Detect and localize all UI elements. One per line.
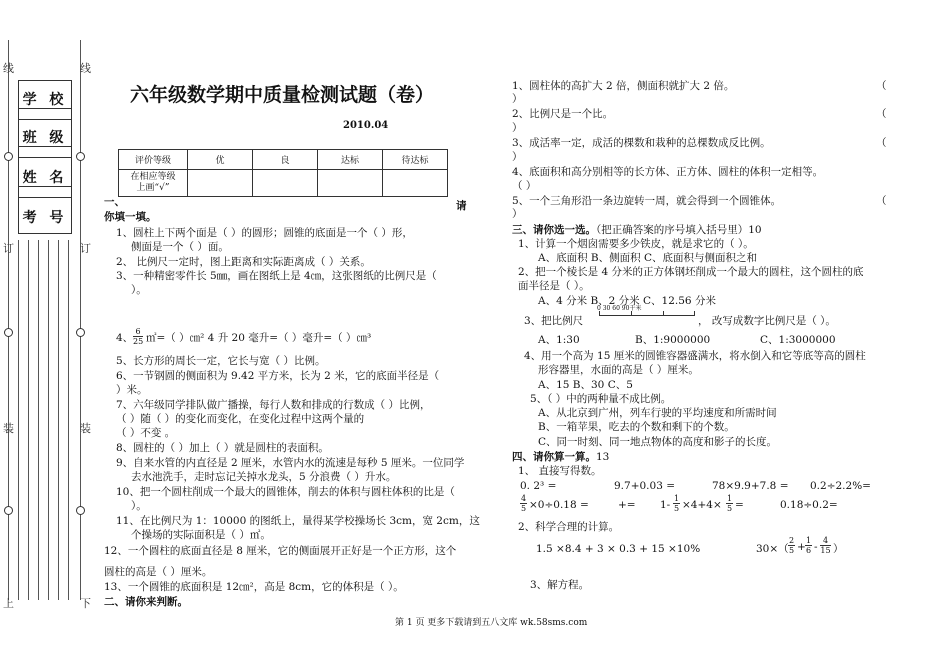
binding-hole-icon — [4, 152, 13, 161]
fraction-1-5 — [673, 494, 680, 513]
section3-heading — [512, 224, 762, 237]
fraction-6-25 — [133, 327, 143, 346]
section4-title: 四、请你算一算。 — [512, 451, 596, 463]
fraction-numerator: 4 — [520, 494, 527, 503]
choice-4-cont: 形容器里，水面的高是（ ）厘米。 — [538, 364, 699, 376]
judge-5-paren: （ — [876, 195, 887, 207]
bind-mark-staple-right: 订 — [80, 242, 91, 255]
choice-3-option-c: C、1:3000000 — [760, 334, 836, 346]
choice-1-options: A、底面积 B、侧面积 C、底面积与侧面积之和 — [538, 252, 758, 264]
choice-4-options: A、15 B、30 C、5 — [538, 379, 633, 391]
fraction-denominator: 5 — [788, 546, 795, 555]
question-7: 7、六年级同学排队做广播操，每行人数和排成的行数成（ ）比例， — [116, 399, 431, 411]
choice-3: 3、把比例尺 — [524, 315, 584, 327]
question-2: 2、 比例尺一定时，图上距离和实际距离成（ ）关系。 — [116, 256, 371, 268]
binding-hole-icon — [76, 328, 85, 337]
fraction-numerator: 4 — [822, 536, 829, 545]
judge-4: 4、底面积和高分别相等的长方体、正方体、圆柱的体积一定相等。 — [512, 166, 824, 178]
page-footer: 第 1 页 更多下载请到五八文库 wk.58sms.com — [395, 618, 588, 628]
eval-header: 达标 — [318, 150, 383, 170]
judge-1-end: ） — [512, 93, 523, 105]
scale-bar-label: 0 30 60 90千米 — [597, 305, 642, 312]
expr-7-prefix: 1- — [660, 499, 671, 511]
expr-4: 0.2÷2.2%= — [810, 480, 871, 492]
judge-4-end: （ ） — [512, 180, 537, 192]
question-11-cont: 个操场的实际面积是（ ）㎡。 — [131, 529, 271, 541]
choice-1: 1、计算一个烟囱需要多少铁皮，就是求它的（ ）。 — [518, 238, 754, 250]
fraction-denominator: 5 — [726, 504, 733, 513]
question-6: 6、一节钢圆的侧面积为 9.42 平方米，长为 2 米，它的底面半径是（ — [116, 370, 440, 382]
question-3-cont: ）。 — [131, 284, 147, 296]
class-label: 班 级 — [22, 130, 68, 146]
judge-5-end: ） — [512, 208, 523, 220]
judge-3-end: ） — [512, 151, 523, 163]
fraction-numerator: 2 — [788, 536, 795, 545]
choice-5-option-a: A、从北京到广州，列车行驶的平均速度和所需时间 — [538, 407, 777, 419]
choice-2: 2、把一个棱长是 4 分米的正方体钢坯削成一个最大的圆柱，这个圆柱的底 — [518, 266, 864, 278]
school-label: 学 校 — [22, 92, 68, 108]
judge-1-paren: （ — [876, 80, 887, 92]
eval-row-label-line2: 上画“√” — [136, 183, 170, 193]
bind-mark-staple: 订 — [3, 242, 14, 255]
judge-1: 1、圆柱体的高扩大 2 倍，侧面积就扩大 2 倍。 — [512, 80, 735, 92]
question-1-cont: 侧面是一个（ ）面。 — [131, 241, 229, 253]
fraction-denominator: 6 — [805, 546, 812, 555]
binding-hole-icon — [76, 152, 85, 161]
section4-score: 13 — [596, 451, 610, 463]
expr-3: 78×9.9+7.8 = — [712, 480, 789, 492]
fraction-denominator: 25 — [133, 337, 144, 346]
section1-heading-part3: 你填一填。 — [104, 211, 157, 223]
calc-3-heading: 3、解方程。 — [530, 579, 590, 591]
binding-hole-icon — [4, 328, 13, 337]
question-7-cont: （ ）随（ ）的变化而变化，在变化过程中这两个量的 — [116, 413, 365, 425]
scale-bar — [597, 305, 697, 321]
section2-heading: 二、请你来判断。 — [104, 596, 188, 608]
section3-note: （把正确答案的序号填入括号里）10 — [596, 224, 762, 236]
fraction-denominator: 5 — [520, 504, 527, 513]
fraction-1-6 — [805, 536, 812, 555]
fraction-numerator: 6 — [135, 327, 141, 336]
question-6-cont: ）米。 — [116, 384, 148, 396]
eval-header: 评价等级 — [119, 150, 188, 170]
bind-mark-bind-right: 装 — [80, 422, 91, 435]
calc-2-expr-1: 1.5 ×8.4 + 3 × 0.3 + 15 ×10% — [536, 543, 701, 555]
binding-hole-icon — [76, 506, 85, 515]
eval-cell-excellent[interactable] — [188, 170, 253, 197]
expr-6: += — [618, 499, 636, 511]
choice-5-option-c: C、同一时刻、同一地点物体的高度和影子的长度。 — [538, 436, 778, 448]
fraction-4-5 — [520, 494, 527, 513]
question-10-cont: ）。 — [131, 500, 147, 512]
choice-3-option-a: A、1:30 — [538, 334, 580, 346]
question-12-cont: 圆柱的高是（ ）厘米。 — [104, 566, 213, 578]
question-1: 1、圆柱上下两个面是（ ）的圆形；圆锥的底面是一个（ ）形， — [116, 227, 413, 239]
expr-7-end: = — [735, 499, 744, 511]
evaluation-table — [118, 149, 448, 197]
fraction-4-15 — [820, 536, 831, 555]
eval-header: 良 — [253, 150, 318, 170]
judge-5: 5、一个三角形沿一条边旋转一周，就会得到一个圆锥体。 — [512, 195, 782, 207]
eval-row-label — [119, 170, 188, 197]
calc-2-op-minus: - — [814, 541, 818, 553]
fraction-2-5 — [788, 536, 795, 555]
choice-5: 5、（ ）中的两种量不成比例。 — [530, 393, 672, 405]
judge-2-end: ） — [512, 122, 523, 134]
question-4: ㎡=（ ）㎝² 4 升 20 毫升=（ ）毫升=（ ）㎝³ — [146, 332, 372, 344]
calc-1-heading: 1、 直接写得数。 — [518, 465, 602, 477]
choice-3-option-b: B、1:9000000 — [635, 334, 711, 346]
question-7-cont2: （ ）不变 。 — [116, 427, 176, 439]
question-3: 3、一种精密零件长 5㎜，画在图纸上是 4㎝，这张图纸的比例尺是（ — [116, 270, 437, 282]
bind-mark-bottom-right: 下 — [80, 597, 91, 610]
question-12: 12、一个圆柱的底面直径是 8 厘米，它的侧面展开正好是一个正方形，这个 — [104, 545, 457, 557]
choice-2-options: A、4 分米 B、2 分米 C、12.56 分米 — [538, 295, 716, 307]
fraction-1-5 — [726, 494, 733, 513]
question-11: 11、在比例尺为 1：10000 的图纸上，量得某学校操场长 3cm，宽 2cm，这 — [116, 515, 480, 527]
calc-2-op-plus: + — [797, 541, 806, 553]
calc-2-heading: 2、科学合理的计算。 — [518, 521, 620, 533]
eval-header: 优 — [188, 150, 253, 170]
bind-mark-bind: 装 — [3, 422, 14, 435]
eval-cell-pass[interactable] — [318, 170, 383, 197]
choice-4: 4、用一个高为 15 厘米的圆锥容器盛满水，将水倒入和它等底等高的圆柱 — [524, 350, 866, 362]
eval-row-label-line1: 在相应等级 — [130, 172, 176, 182]
question-13: 13、一个圆锥的底面积是 12㎝²，高是 8cm，它的体积是（ ）。 — [104, 581, 404, 593]
judge-3-paren: （ — [876, 137, 887, 149]
choice-2-cont: 面半径是（ ）。 — [518, 280, 590, 292]
question-9-cont: 去水池洗手，走时忘记关掉水龙头，5 分浪费（ ）升水。 — [131, 471, 397, 483]
question-5: 5、长方形的周长一定，它长与宽（ ）比例。 — [116, 355, 326, 367]
expr-7-mid: ×4+4× — [682, 499, 722, 511]
choice-5-option-b: B、一箱苹果，吃去的个数和剩下的个数。 — [538, 421, 735, 433]
expr-8: 0.18÷0.2= — [780, 499, 838, 511]
binding-hole-icon — [4, 506, 13, 515]
judge-2-paren: （ — [876, 108, 887, 120]
question-8: 8、圆柱的（ ）加上（ ）就是圆柱的表面积。 — [116, 442, 329, 454]
eval-cell-below[interactable] — [383, 170, 448, 197]
judge-3: 3、成活率一定，成活的棵数和栽种的总棵数成反比例。 — [512, 137, 771, 149]
bind-mark-line: 线 — [3, 62, 14, 75]
fraction-numerator: 1 — [726, 494, 733, 503]
name-label: 姓 名 — [22, 170, 68, 186]
fraction-numerator: 1 — [805, 536, 812, 545]
student-info-box — [18, 80, 72, 234]
expr-2: 9.7+0.03 = — [614, 480, 676, 492]
fraction-denominator: 15 — [820, 546, 831, 555]
calc-2-expr-2-end: ） — [833, 543, 844, 555]
fraction-numerator: 1 — [673, 494, 680, 503]
section4-heading — [512, 451, 609, 464]
question-4-prefix: 4、 — [116, 332, 134, 344]
fraction-denominator: 5 — [673, 504, 680, 513]
choice-3-cont: ， 改写成数字比例尺是（ ）。 — [698, 315, 836, 327]
bind-mark-top: 上 — [3, 597, 14, 610]
bind-mark-line-right: 线 — [80, 62, 91, 75]
question-10: 10、把一个圆柱削成一个最大的圆锥体，削去的体积与圆柱体积的比是（ — [116, 486, 455, 498]
section1-heading-part2: 请 — [456, 200, 467, 212]
judge-2: 2、比例尺是一个比。 — [512, 108, 614, 120]
section1-heading-part1: 一、 — [104, 196, 125, 208]
eval-header: 待达标 — [383, 150, 448, 170]
section3-title: 三、请你选一选。 — [512, 224, 596, 236]
page-title: 六年级数学期中质量检测试题（卷） — [130, 84, 435, 106]
expr-5: ×0÷0.18 = — [529, 499, 589, 511]
eval-cell-good[interactable] — [253, 170, 318, 197]
expr-1: 0. 2³ = — [520, 480, 557, 492]
calc-2-expr-2-prefix: 30×（ — [756, 543, 789, 555]
exam-date: 2010.04 — [343, 120, 389, 131]
exam-number-label: 考 号 — [22, 210, 68, 226]
question-9: 9、自来水管的内直径是 2 厘米，水管内水的流速是每秒 5 厘米。一位同学 — [116, 457, 465, 469]
